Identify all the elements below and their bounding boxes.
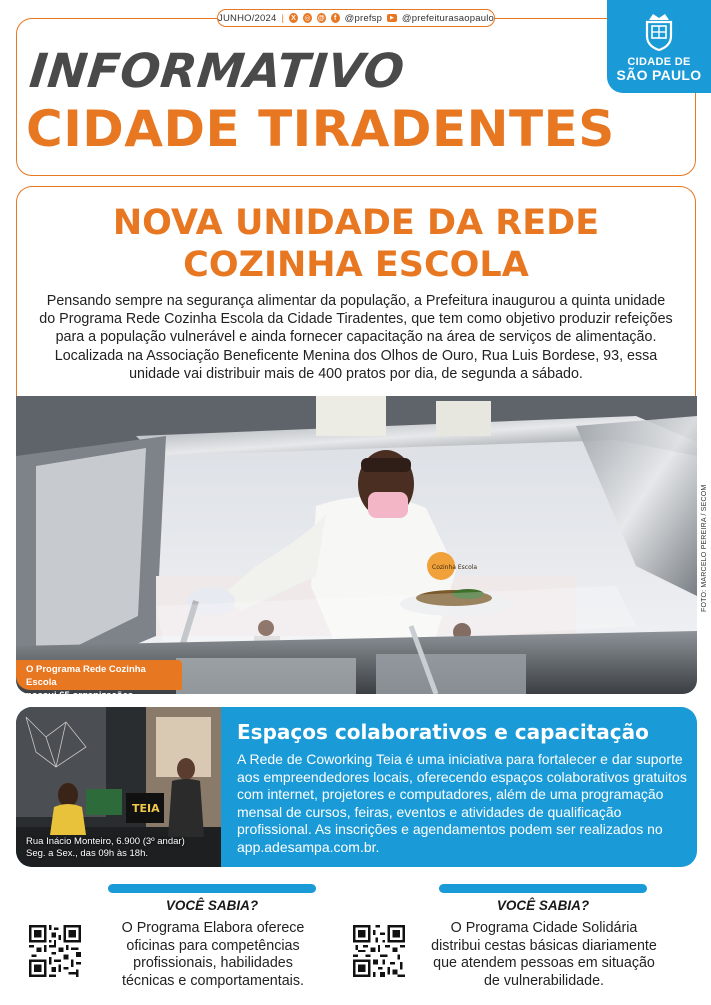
article-headline bbox=[16, 202, 696, 286]
dyk-left-line: O Programa Elabora oferece bbox=[121, 920, 305, 936]
threads-icon[interactable]: @ bbox=[317, 14, 325, 22]
dyk-right-line: que atendem pessoas em situação bbox=[433, 955, 655, 971]
coworking-title: Espaços colaborativos e capacitação bbox=[237, 720, 649, 744]
city-logo[interactable] bbox=[607, 0, 711, 93]
issue-date: JUNHO/2024 bbox=[218, 12, 277, 24]
dyk-right-line: de vulnerabilidade. bbox=[483, 972, 605, 989]
dyk-left-line: profissionais, habilidades bbox=[133, 955, 293, 971]
address-line1: Rua Inácio Monteiro, 6.900 (3º andar) bbox=[26, 836, 185, 847]
instagram-icon[interactable]: ◎ bbox=[304, 14, 311, 22]
social-handle[interactable]: @prefsp bbox=[344, 12, 383, 24]
page-title: CIDADE TIRADENTES bbox=[26, 100, 615, 158]
dyk-text-right bbox=[420, 920, 668, 990]
dyk-bar-left bbox=[108, 884, 316, 893]
photo-caption-line1: O Programa Rede Cozinha Escola bbox=[26, 664, 146, 688]
headline-line1: NOVA UNIDADE DA REDE bbox=[112, 203, 600, 243]
dyk-left-line: oficinas para competências bbox=[126, 937, 300, 954]
qr-code-icon[interactable] bbox=[29, 925, 81, 977]
photo-caption-line2: possui 65 organizações bbox=[26, 690, 134, 701]
article-body: Pensando sempre na segurança alimentar da população, a Prefeitura inaugurou a quinta unidade do Programa Rede Cozinha Escola da Cidade Tiradentes, que tem como objetivo produzir refeições para a população vulnerável e ainda fornecer capacitação na área de serviços de alimentação. Localizada na Associação Beneficente Menina dos Olhos de Ouro, Rua Luis Bordese, 93, essa unidade vai distribuir mais de 400 pratos por dia, de segunda a sábado. bbox=[39, 293, 673, 382]
dyk-text-left bbox=[106, 920, 320, 990]
city-crest-icon bbox=[643, 12, 675, 52]
newsletter-label: INFORMATIVO bbox=[27, 44, 408, 99]
x-icon[interactable]: X bbox=[291, 14, 297, 22]
headline-line2: COZINHA ESCOLA bbox=[183, 245, 529, 285]
dyk-left-line: técnicas e comportamentais. bbox=[122, 972, 304, 989]
address-line2: Seg. a Sex., das 09h às 18h. bbox=[26, 848, 149, 859]
logo-text-line1: CIDADE DE bbox=[627, 55, 691, 68]
dyk-title-left: VOCÊ SABIA? bbox=[165, 898, 259, 913]
coworking-text: A Rede de Coworking Teia é uma iniciativa para fortalecer e dar suporte aos empreendedores locais, oferecendo espaços colaborativos gratuitos com internet, projetores e computadores, além de uma programação mensal de cursos, feiras, eventos e atividades de qualificação profissional. As inscrições e agendamentos podem ser realizados no app.adesampa.com.br. bbox=[237, 751, 687, 855]
divider: | bbox=[281, 12, 285, 24]
dyk-right-line: distribui cestas básicas diariamente bbox=[431, 937, 657, 954]
kitchen-photo bbox=[16, 396, 697, 694]
photo-credit: FOTO: MARCELO PEREIRA / SECOM bbox=[701, 484, 708, 612]
header-topline bbox=[217, 9, 495, 27]
photo-caption bbox=[16, 660, 182, 701]
dyk-right-line: O Programa Cidade Solidária bbox=[450, 920, 638, 936]
logo-text-line2: SÃO PAULO bbox=[616, 66, 702, 83]
coworking-address bbox=[26, 836, 185, 860]
youtube-icon[interactable]: ▶ bbox=[387, 14, 397, 22]
apron-logo-text: Cozinha Escola bbox=[432, 564, 478, 571]
youtube-handle[interactable]: @prefeiturasaopaulo bbox=[401, 12, 495, 24]
teia-sign-text: TEIA bbox=[132, 802, 160, 815]
dyk-bar-right bbox=[439, 884, 647, 893]
dyk-title-right: VOCÊ SABIA? bbox=[496, 898, 590, 913]
qr-code-icon[interactable] bbox=[353, 925, 405, 977]
facebook-icon[interactable]: f bbox=[331, 13, 340, 23]
